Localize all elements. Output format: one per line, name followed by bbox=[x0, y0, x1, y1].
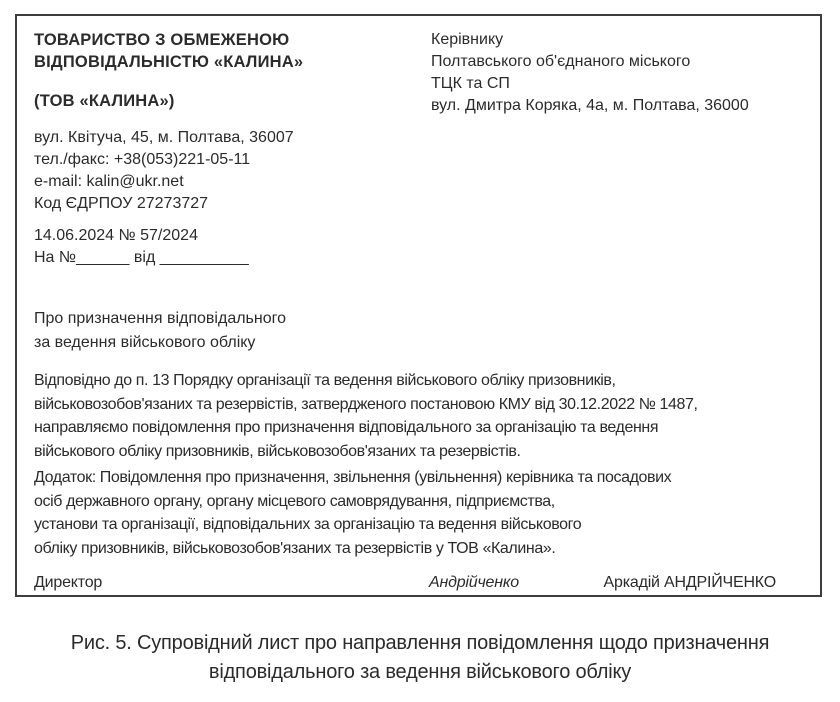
figure-caption bbox=[0, 629, 840, 687]
body-line: військового обліку призовників, військовозобов'язаних та резервістів. bbox=[34, 442, 521, 460]
sender-phone: тел./факс: +38(053)221-05-11 bbox=[34, 151, 251, 168]
subject-block bbox=[34, 307, 804, 355]
body-paragraph-2 bbox=[34, 466, 804, 560]
body-line: військовозобов'язаних та резервістів, затвердженого постановою КМУ від 30.12.2022 № 1487, bbox=[34, 395, 698, 413]
reference-block bbox=[34, 225, 804, 269]
sender-letterhead bbox=[34, 29, 430, 117]
company-name-line1: ТОВАРИСТВО З ОБМЕЖЕНОЮ bbox=[34, 31, 290, 49]
body-line: Відповідно до п. 13 Порядку організації та ведення військового обліку призовників, bbox=[34, 372, 616, 389]
reply-reference-line: На №______ від __________ bbox=[34, 249, 249, 266]
sender-details-block bbox=[34, 127, 804, 215]
body-line: установи та організації, відповідальних за організацію та ведення військового bbox=[34, 516, 582, 533]
recipient-address-block bbox=[431, 29, 804, 117]
letter-header bbox=[34, 29, 804, 117]
body-line: обліку призовників, військовозобов'язаних та резервістів у ТОВ «Калина». bbox=[34, 539, 556, 557]
subject-line: за ведення військового обліку bbox=[34, 334, 256, 351]
outgoing-date-number: 14.06.2024 № 57/2024 bbox=[34, 227, 198, 244]
sender-edrpou-code: Код ЄДРПОУ 27273727 bbox=[34, 195, 209, 212]
recipient-line: Полтавського об'єднаного міського bbox=[431, 53, 691, 70]
letter-document bbox=[15, 14, 822, 597]
body-line: Додаток: Повідомлення про призначення, звільнення (увільнення) керівника та посадових bbox=[34, 469, 672, 486]
company-short-name: (ТОВ «КАЛИНА») bbox=[34, 92, 175, 110]
signer-full-name: Аркадій АНДРІЙЧЕНКО bbox=[603, 574, 776, 591]
recipient-line: вул. Дмитра Коряка, 4а, м. Полтава, 36000 bbox=[431, 97, 749, 114]
recipient-line: Керівнику bbox=[431, 31, 504, 48]
figure-caption-line2: відповідального за ведення військового обліку bbox=[208, 661, 632, 683]
subject-line: Про призначення відповідального bbox=[34, 310, 287, 327]
body-line: направляємо повідомлення про призначення відповідального за організацію та ведення bbox=[34, 419, 659, 436]
recipient-line: ТЦК та СП bbox=[431, 75, 510, 92]
figure-caption-line1: Рис. 5. Супровідний лист про направлення повідомлення щодо призначення bbox=[70, 632, 770, 654]
signature-handwriting: Андрійченко bbox=[429, 574, 519, 591]
body-paragraph-1 bbox=[34, 369, 804, 463]
signature-row bbox=[34, 574, 804, 596]
body-line: осіб державного органу, органу місцевого самоврядування, підприємства, bbox=[34, 492, 555, 510]
sender-street-address: вул. Квітуча, 45, м. Полтава, 36007 bbox=[34, 129, 294, 146]
company-name-line2: ВІДПОВІДАЛЬНІСТЮ «КАЛИНА» bbox=[34, 53, 304, 71]
sender-email: e-mail: kalin@ukr.net bbox=[34, 173, 184, 190]
signer-position: Директор bbox=[34, 574, 103, 591]
